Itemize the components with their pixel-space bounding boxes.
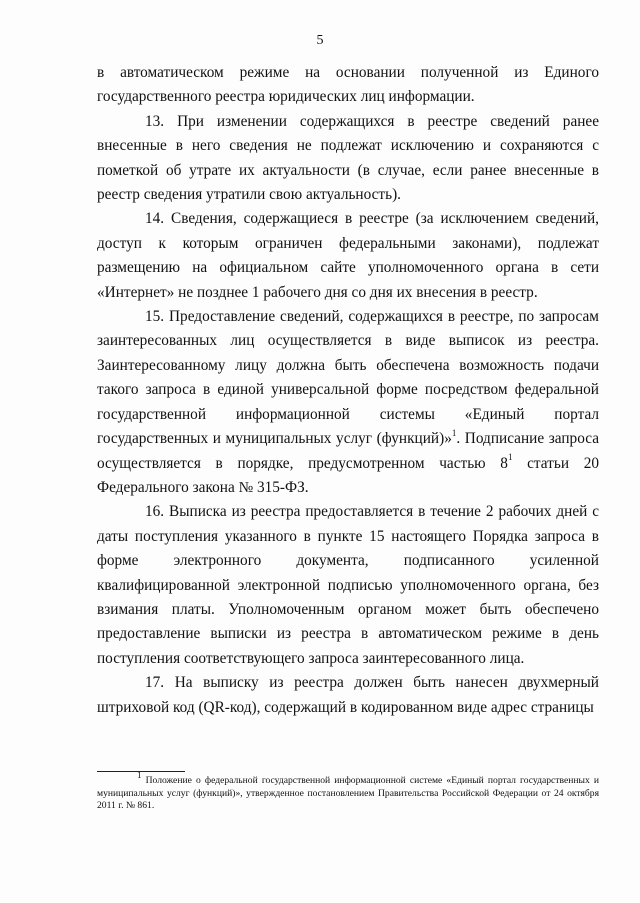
paragraph-17: 17. На выписку из реестра должен быть нанесен двухмерный штриховой код (QR-код), содержащий в кодированном виде адрес страницы (97, 674, 599, 716)
paragraph-continuation: в автоматическом режиме на основании полученной из Единого государственного реестра юридических лиц информации. (97, 64, 599, 106)
paragraph-13: 13. При изменении содержащихся в реестре сведений ранее внесенные в него сведения не подлежат исключению и сохраняются с пометкой об утрате их актуальности (в случае, если ранее внесенные в реестр сведения утратили свою актуальность). (97, 112, 599, 204)
paragraph-15-part-3: статьи 20 Федерального закона № 315-ФЗ. (97, 454, 599, 496)
page-number: 5 (316, 33, 324, 48)
footnote-reference[interactable]: 1 (451, 428, 457, 438)
article-part-superscript: 1 (507, 452, 513, 463)
paragraph-14: 14. Сведения, содержащиеся в реестре (за исключением сведений, доступ к которым ограничен федеральными законами), подлежат размещению на официальном сайте уполномоченного органа в сети «Интернет» не позднее 1 рабочего дня со дня их внесения в реестр. (97, 210, 599, 301)
paragraph-15-part-1: 15. Предоставление сведений, содержащихся в реестре, по запросам заинтересованных лиц осуществляется в виде выписок из реестра. Заинтересованному лицу должна быть обеспечена возможность подачи такого запроса в единой универсальной форме посредством федеральной государственной информационной системы «Единый портал государственных и муниципальных услуг (функций)» (97, 308, 599, 448)
paragraph-16: 16. Выписка из реестра предоставляется в течение 2 рабочих дней с даты поступления указанного в пункте 15 настоящего Порядка запроса в форме электронного документа, подписанного усиленной квалифицированной электронной подписью уполномоченного органа, без взимания платы. Уполномоченным органом может быть обеспечено предоставление выписки из реестра в автоматическом режиме в день поступления соответствующего запроса заинтересованного лица. (97, 503, 599, 667)
footnote-marker: 1 (137, 769, 142, 780)
paragraph-15 (97, 305, 599, 500)
paragraph-15-part-2: . Подписание запроса осуществляется в порядке, предусмотренном частью 8 (97, 430, 599, 472)
footnote-text: Положение о федеральной государственной информационной системе «Единый портал государственных и муниципальных услуг (функций)», утвержденное постановлением Правительства Российской Федерации от 24 октября 2011 г. № 861. (97, 775, 599, 812)
document-body (97, 61, 599, 720)
footnote (97, 769, 599, 813)
